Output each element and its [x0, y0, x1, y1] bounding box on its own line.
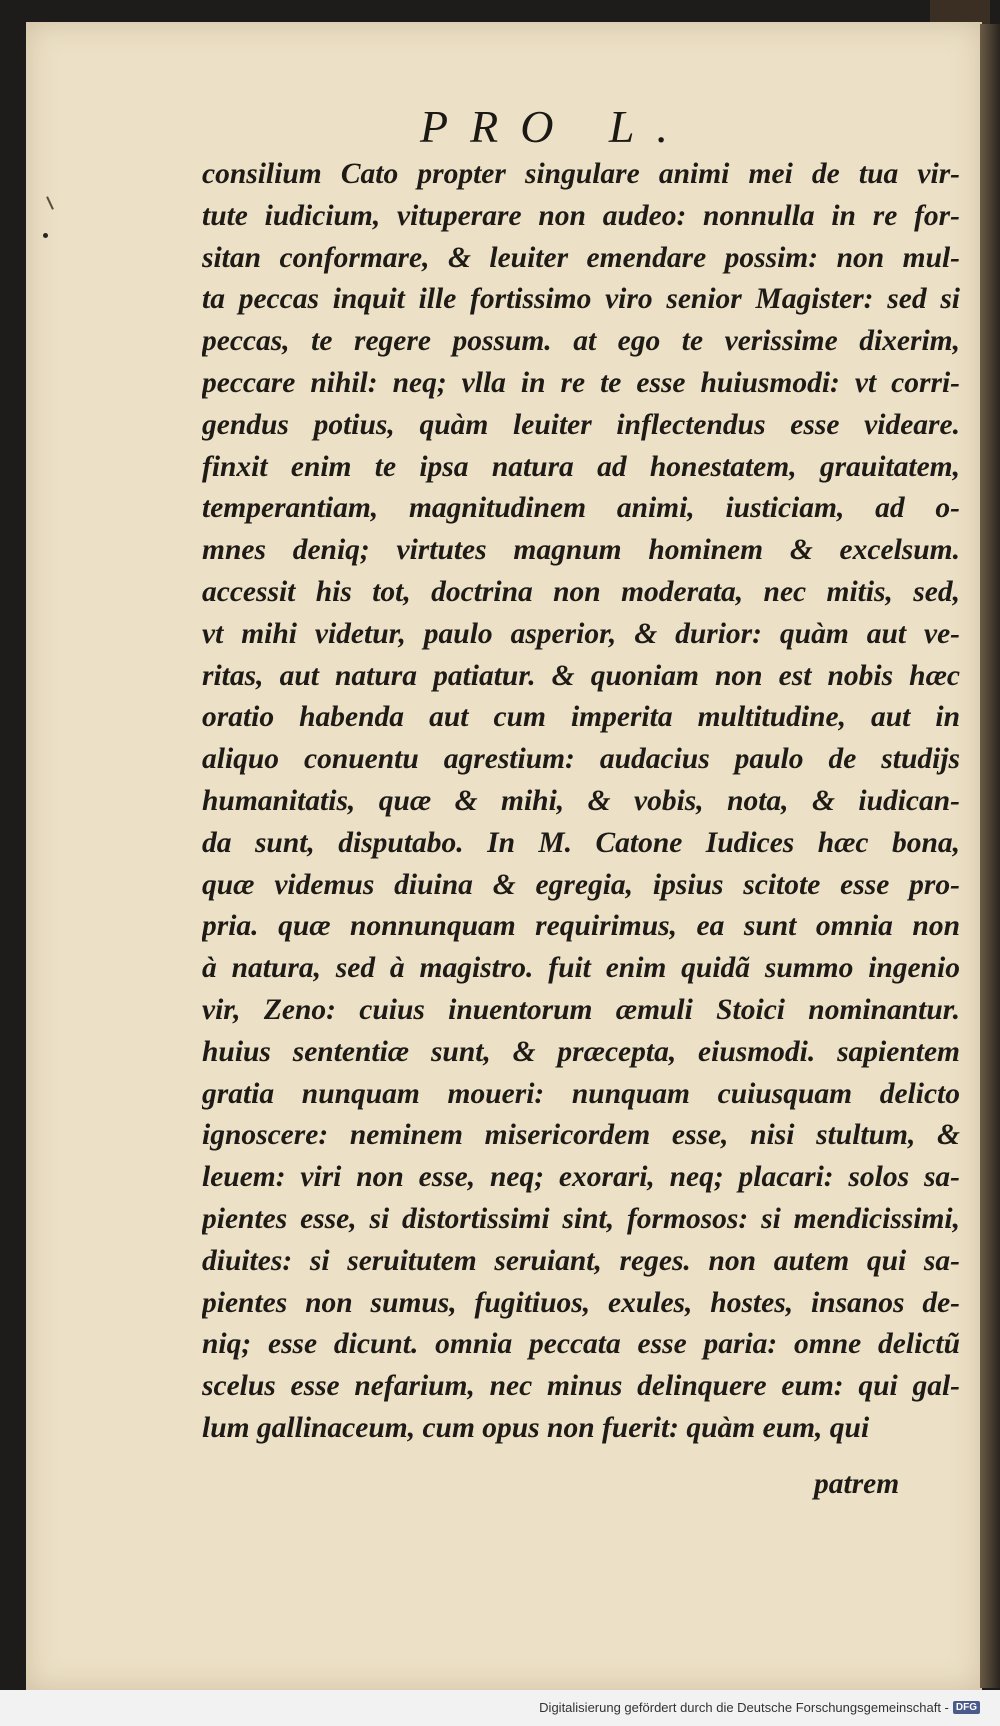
text-line: ignoscere: neminem misericordem esse, nisi stultum, & — [202, 1119, 960, 1152]
text-line: leuem: viri non esse, neq; exorari, neq; placari: solos sa- — [202, 1161, 960, 1194]
text-line: consilium Cato propter singulare animi mei de tua vir- — [202, 158, 960, 190]
text-line: pientes esse, si distortissimi sint, formosos: si mendicissimi, — [202, 1202, 960, 1235]
text-line: ritas, aut natura patiatur. & quoniam non est nobis hæc — [202, 659, 960, 692]
text-line: gendus potius, quàm leuiter inflectendus esse videare. — [202, 408, 960, 441]
leaf-edge-shadow — [980, 24, 1000, 1688]
text-line: temperantiam, magnitudinem animi, iusticiam, ad o- — [202, 492, 960, 525]
text-line: finxit enim te ipsa natura ad honestatem, grauitatem, — [202, 450, 960, 483]
text-line: peccare nihil: neq; vlla in re te esse huiusmodi: vt corri- — [202, 366, 960, 399]
text-line: vir, Zeno: cuius inuentorum æmuli Stoici nominantur. — [202, 993, 960, 1026]
catchword: patrem — [814, 1468, 900, 1500]
text-line: da sunt, disputabo. In M. Catone Iudices hæc bona, — [202, 826, 960, 859]
text-line: à natura, sed à magistro. fuit enim quidã summo ingenio — [202, 952, 960, 985]
digitization-footer — [539, 1700, 980, 1715]
text-line: aliquo conuentu agrestium: audacius paulo de studijs — [202, 743, 960, 776]
text-line: tute iudicium, vituperare non audeo: nonnulla in re for- — [202, 199, 960, 232]
text-line: vt mihi videtur, paulo asperior, & durior: quàm aut ve- — [202, 617, 960, 650]
text-line: ta peccas inquit ille fortissimo viro senior Magister: sed si — [202, 283, 960, 316]
text-line: peccas, te regere possum. at ego te verissime dixerim, — [202, 325, 960, 358]
footer-text: Digitalisierung gefördert durch die Deutsche Forschungsgemeinschaft - — [539, 1700, 949, 1715]
dfg-logo: DFG — [953, 1701, 980, 1714]
text-line: sitan conformare, & leuiter emendare possim: non mul- — [202, 241, 960, 274]
text-line: lum gallinaceum, cum opus non fuerit: quàm eum, qui — [202, 1411, 870, 1444]
text-line: accessit his tot, doctrina non moderata, nec mitis, sed, — [202, 575, 960, 608]
text-line: niq; esse dicunt. omnia peccata esse paria: omne delictũ — [202, 1328, 960, 1361]
scan-edge-mark — [930, 0, 990, 24]
text-line: pientes non sumus, fugitiuos, exules, hostes, insanos de- — [202, 1286, 960, 1319]
text-line: pria. quæ nonnunquam requirimus, ea sunt omnia non — [202, 910, 960, 943]
text-line: oratio habenda aut cum imperita multitudine, aut in — [202, 701, 960, 734]
text-line: scelus esse nefarium, nec minus delinquere eum: qui gal- — [202, 1370, 960, 1403]
text-line: mnes deniq; virtutes magnum hominem & excelsum. — [202, 534, 960, 567]
text-line: humanitatis, quæ & mihi, & vobis, nota, & iudican- — [202, 784, 960, 817]
text-line: huius sententiæ sunt, & præcepta, eiusmodi. sapientem — [202, 1035, 960, 1068]
text-line: quæ videmus diuina & egregia, ipsius scitote esse pro- — [202, 868, 960, 901]
text-line: gratia nunquam moueri: nunquam cuiusquam delicto — [202, 1077, 960, 1110]
running-head: PRO L. — [420, 101, 690, 152]
margin-dot — [43, 233, 48, 238]
body-text — [202, 154, 960, 1450]
text-line: diuites: si seruitutem seruiant, reges. non autem qui sa- — [202, 1244, 960, 1277]
